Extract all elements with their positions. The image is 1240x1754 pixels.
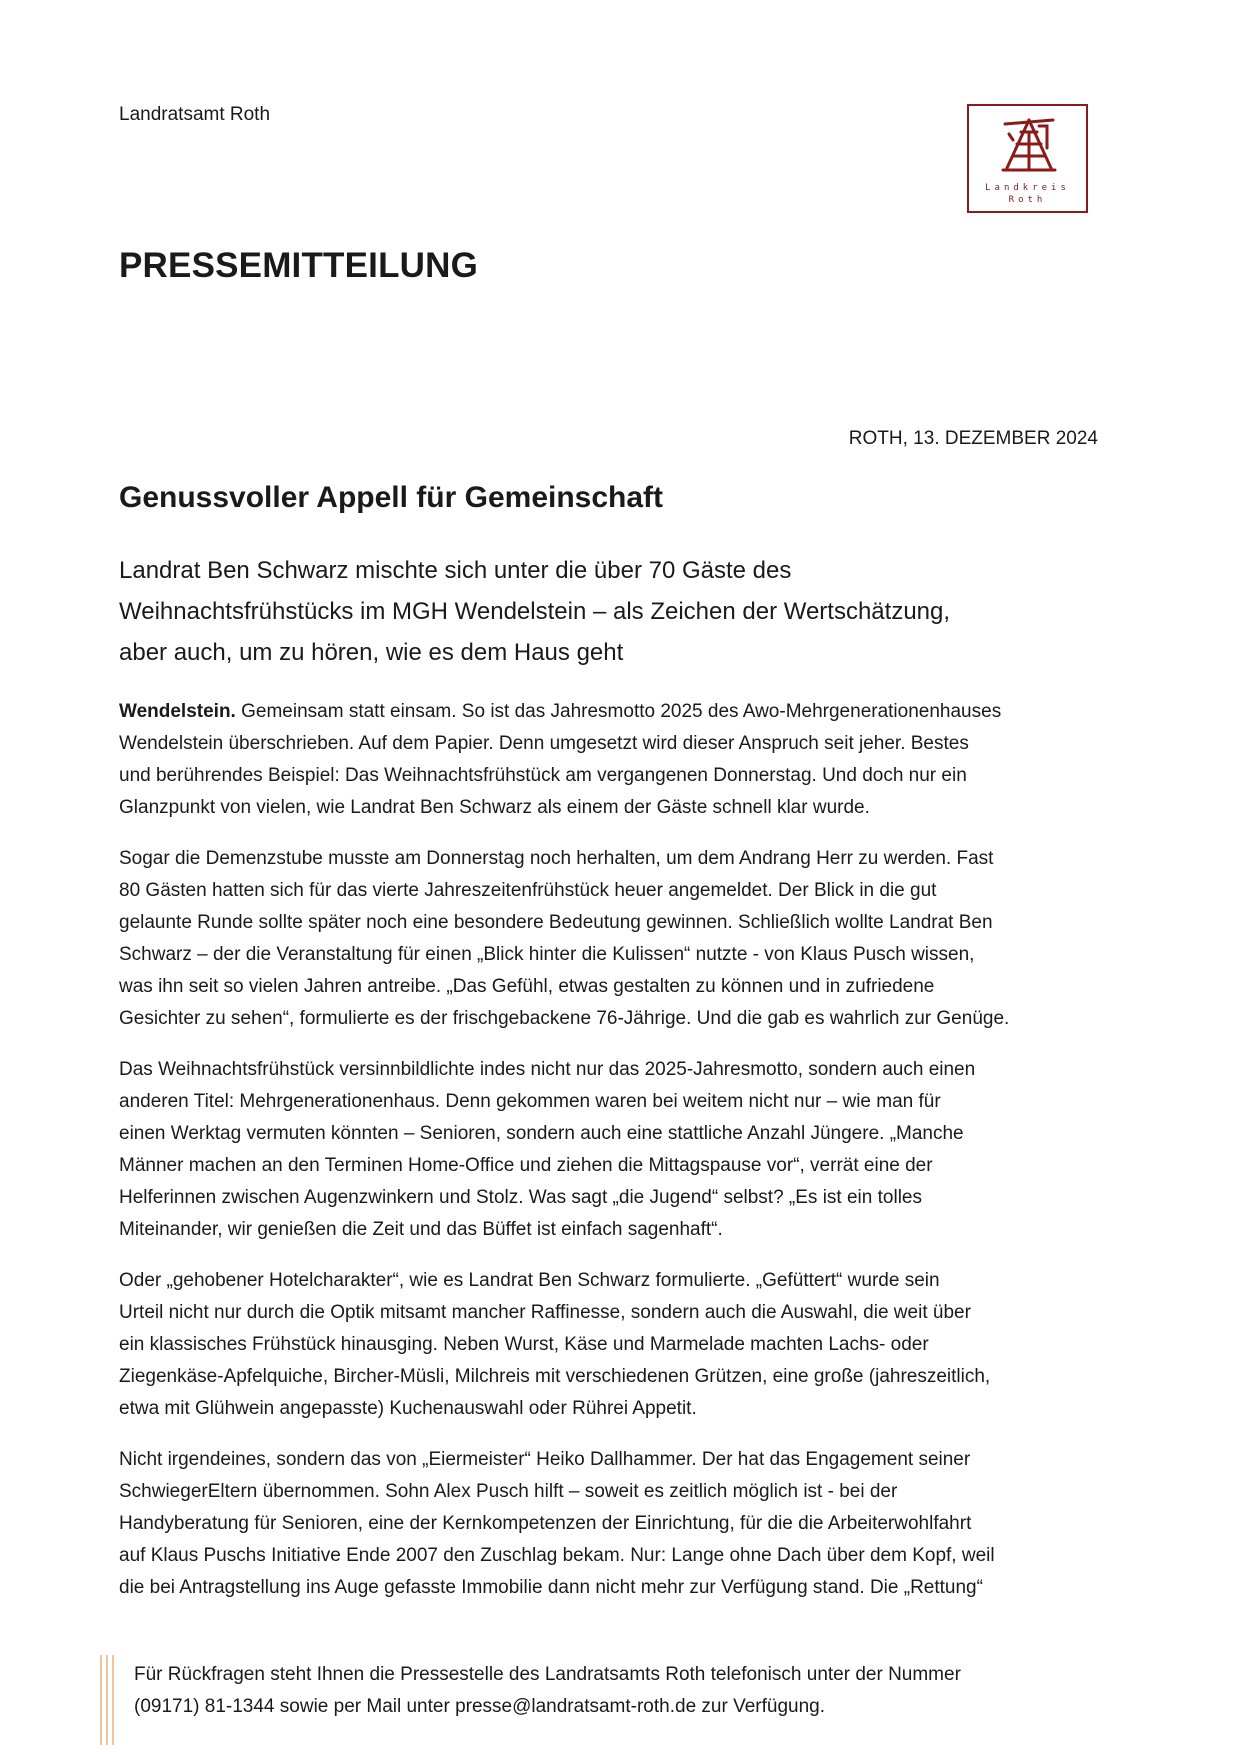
dateline: ROTH, 13. DEZEMBER 2024 bbox=[848, 428, 1098, 449]
footer-line: Für Rückfragen steht Ihnen die Pressestelle des Landratsamts Roth telefonisch unter der Nummer bbox=[134, 1664, 961, 1685]
paragraph-line: Miteinander, wir genießen die Zeit und das Büffet ist einfach sagenhaft“. bbox=[119, 1219, 723, 1240]
logo-text-roth: Roth bbox=[1008, 195, 1047, 205]
footer-decorative-bars bbox=[100, 1655, 120, 1745]
paragraph-3 bbox=[119, 1054, 1099, 1246]
coat-of-arms-icon bbox=[999, 114, 1059, 178]
subheadline bbox=[119, 550, 1099, 673]
sender-name: Landratsamt Roth bbox=[119, 104, 271, 125]
paragraph-line: die bei Antragstellung ins Auge gefasste Immobilie dann nicht mehr zur Verfügung stand. Die „Rettung“ bbox=[119, 1577, 983, 1598]
paragraph-2 bbox=[119, 843, 1099, 1035]
paragraph-line: Wendelstein überschrieben. Auf dem Papier. Denn umgesetzt wird dieser Anspruch seit jeher. Bestes bbox=[119, 733, 969, 754]
paragraph-line: Gesichter zu sehen“, formulierte es der frischgebackene 76-Jährige. Und die gab es wahrlich zur Genüge. bbox=[119, 1008, 1010, 1029]
paragraph-line: Handyberatung für Senioren, eine der Kernkompetenzen der Einrichtung, für die die Arbeiterwohlfahrt bbox=[119, 1513, 972, 1534]
article-body bbox=[119, 696, 1099, 1623]
subheadline-line: aber auch, um zu hören, wie es dem Haus geht bbox=[119, 639, 624, 666]
paragraph-line: auf Klaus Puschs Initiative Ende 2007 den Zuschlag bekam. Nur: Lange ohne Dach über dem Kopf, weil bbox=[119, 1545, 995, 1566]
footer-bar bbox=[106, 1655, 108, 1745]
logo-text-landkreis: Landkreis bbox=[985, 183, 1070, 193]
paragraph-line: etwa mit Glühwein angepasste) Kuchenauswahl oder Rührei Appetit. bbox=[119, 1398, 697, 1419]
headline: Genussvoller Appell für Gemeinschaft bbox=[119, 481, 664, 514]
paragraph-line: Sogar die Demenzstube musste am Donnerstag noch herhalten, um dem Andrang Herr zu werden. Fast bbox=[119, 848, 994, 869]
paragraph-line: SchwiegerEltern übernommen. Sohn Alex Pusch hilft – soweit es zeitlich möglich ist - bei der bbox=[119, 1481, 898, 1502]
press-contact-footer bbox=[100, 1655, 1100, 1745]
footer-line: (09171) 81-1344 sowie per Mail unter presse@landratsamt-roth.de zur Verfügung. bbox=[134, 1696, 825, 1717]
document-type-heading: PRESSEMITTEILUNG bbox=[119, 246, 479, 285]
paragraph-line: und berührendes Beispiel: Das Weihnachtsfrühstück am vergangenen Donnerstag. Und doch nur ein bbox=[119, 765, 967, 786]
subheadline-line: Weihnachtsfrühstücks im MGH Wendelstein – als Zeichen der Wertschätzung, bbox=[119, 598, 951, 625]
landkreis-roth-logo bbox=[967, 104, 1088, 213]
paragraph-line: Oder „gehobener Hotelcharakter“, wie es Landrat Ben Schwarz formulierte. „Gefüttert“ wurde sein bbox=[119, 1270, 940, 1291]
paragraph-line: Urteil nicht nur durch die Optik mitsamt mancher Raffinesse, sondern auch die Auswahl, die weit über bbox=[119, 1302, 971, 1323]
paragraph-line: 80 Gästen hatten sich für das vierte Jahreszeitenfrühstück heuer angemeldet. Der Blick in die gut bbox=[119, 880, 937, 901]
paragraph-1 bbox=[119, 696, 1099, 824]
paragraph-line: Glanzpunkt von vielen, wie Landrat Ben Schwarz als einem der Gäste schnell klar wurde. bbox=[119, 797, 870, 818]
paragraph-5 bbox=[119, 1444, 1099, 1604]
paragraph-line: Schwarz – der die Veranstaltung für einen „Blick hinter die Kulissen“ nutzte - von Klaus Pusch wissen, bbox=[119, 944, 975, 965]
footer-text bbox=[134, 1659, 961, 1723]
paragraph-line: gelaunte Runde sollte später noch eine besondere Bedeutung gewinnen. Schließlich wollte Landrat Ben bbox=[119, 912, 993, 933]
subheadline-line: Landrat Ben Schwarz mischte sich unter die über 70 Gäste des bbox=[119, 557, 792, 584]
footer-bar bbox=[100, 1655, 102, 1745]
paragraph-line: Männer machen an den Terminen Home-Office und ziehen die Mittagspause vor“, verrät eine der bbox=[119, 1155, 933, 1176]
paragraph-line: was ihn seit so vielen Jahren antreibe. „Das Gefühl, etwas gestalten zu können und in zufriedene bbox=[119, 976, 935, 997]
paragraph-line bbox=[119, 696, 1099, 728]
paragraph-line: ein klassisches Frühstück hinausging. Neben Wurst, Käse und Marmelade machten Lachs- oder bbox=[119, 1334, 929, 1355]
dateline-place: Wendelstein. bbox=[119, 701, 236, 722]
paragraph-line: einen Werktag vermuten könnten – Senioren, sondern auch eine stattliche Anzahl Jüngere. „Manche bbox=[119, 1123, 964, 1144]
paragraph-line: Helferinnen zwischen Augenzwinkern und Stolz. Was sagt „die Jugend“ selbst? „Es ist ein tolles bbox=[119, 1187, 922, 1208]
paragraph-line: Das Weihnachtsfrühstück versinnbildlichte indes nicht nur das 2025-Jahresmotto, sondern auch einen bbox=[119, 1059, 976, 1080]
paragraph-4 bbox=[119, 1265, 1099, 1425]
paragraph-text: Gemeinsam statt einsam. So ist das Jahresmotto 2025 des Awo-Mehrgenerationenhauses bbox=[235, 701, 1002, 722]
paragraph-line: anderen Titel: Mehrgenerationenhaus. Denn gekommen waren bei weitem nicht nur – wie man für bbox=[119, 1091, 941, 1112]
paragraph-line: Nicht irgendeines, sondern das von „Eiermeister“ Heiko Dallhammer. Der hat das Engagement seiner bbox=[119, 1449, 971, 1470]
paragraph-line: Ziegenkäse-Apfelquiche, Bircher-Müsli, Milchreis mit verschiedenen Grützen, eine große (jahreszeitlich, bbox=[119, 1366, 991, 1387]
footer-bar bbox=[112, 1655, 114, 1745]
